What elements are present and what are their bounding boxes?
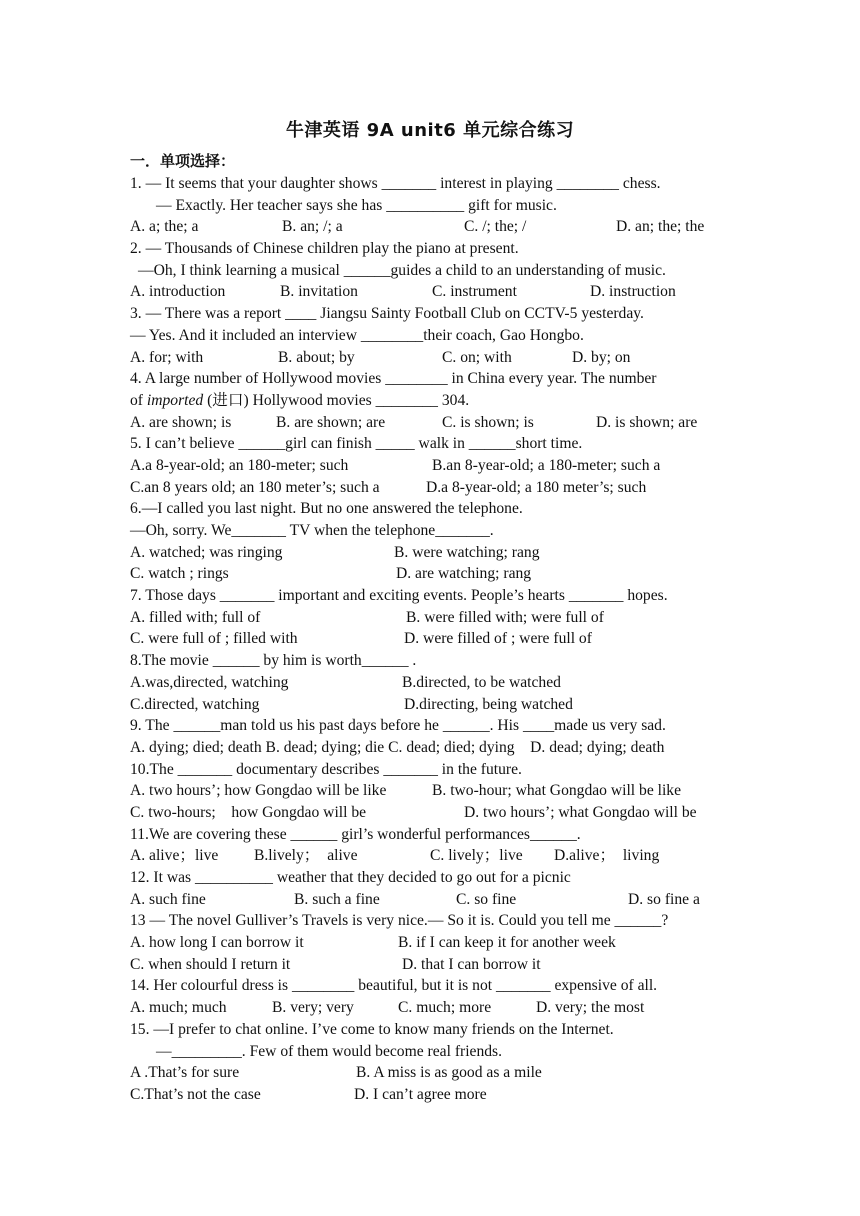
- question-7-line-1: 7. Those days _______ important and exciting events. People’s hearts _______ hopes.: [130, 587, 668, 605]
- question-13-options-row-1: [130, 932, 740, 954]
- option-b: B. invitation: [280, 283, 358, 301]
- question-3-options: [130, 347, 740, 369]
- option-a: A. filled with; full of: [130, 608, 261, 626]
- option-d: D. that I can borrow it: [402, 955, 541, 973]
- option-d: D. is shown; are: [596, 413, 698, 431]
- question-6-line-2: —Oh, sorry. We_______ TV when the telephone_______.: [130, 522, 494, 539]
- question-10-options-row-2: [130, 802, 740, 824]
- option-c: C.That’s not the case: [130, 1085, 261, 1103]
- question-11-line-1: 11.We are covering these ______ girl’s wonderful performances______.: [130, 825, 581, 843]
- option-c: C. much; more: [398, 999, 492, 1017]
- question-14-line-1: 14. Her colourful dress is ________ beautiful, but it is not _______ expensive of all.: [130, 977, 658, 995]
- section-heading: 一．单项选择：: [130, 152, 236, 170]
- question-9-options: A. dying; died; death B. dead; dying; die C. dead; died; dying D. dead; dying; death: [130, 738, 665, 756]
- option-a: A. such fine: [130, 890, 206, 908]
- option-c: C.an 8 years old; an 180 meter’s; such a: [130, 478, 380, 496]
- option-c: C. so fine: [456, 890, 517, 908]
- question-13-line-1: 13 — The novel Gulliver’s Travels is very nice.— So it is. Could you tell me ______?: [130, 912, 669, 930]
- option-d: D. instruction: [590, 283, 676, 301]
- option-c: C. instrument: [432, 283, 517, 301]
- question-10-line-1: 10.The _______ documentary describes _______ in the future.: [130, 760, 522, 778]
- question-1-line-2: — Exactly. Her teacher says she has __________ gift for music.: [156, 196, 557, 214]
- option-b: B. were watching; rang: [394, 543, 540, 561]
- option-b: B. about; by: [278, 348, 355, 366]
- option-d: D.a 8-year-old; a 180 meter’s; such: [426, 478, 647, 496]
- option-d: D. are watching; rang: [396, 565, 532, 583]
- option-d: D. an; the; the: [616, 218, 705, 236]
- question-7-options-row-2: [130, 628, 740, 650]
- question-15-options-row-2: [130, 1084, 740, 1106]
- option-c: C.directed, watching: [130, 695, 260, 713]
- question-5-options-row-1: [130, 455, 740, 477]
- option-b: B. very; very: [272, 999, 354, 1017]
- option-a: A.was,directed, watching: [130, 673, 289, 691]
- option-d: D.directing, being watched: [404, 695, 573, 713]
- option-c: C. when should I return it: [130, 955, 291, 973]
- option-a: A. two hours’; how Gongdao will be like: [130, 782, 387, 800]
- option-b: B.directed, to be watched: [402, 673, 561, 691]
- option-a: A. alive；live: [130, 847, 219, 865]
- option-c: C. watch ; rings: [130, 565, 229, 583]
- option-a: A.a 8-year-old; an 180-meter; such: [130, 456, 349, 474]
- question-4-line-2: of imported (进口) Hollywood movies ________ 304.: [130, 391, 470, 409]
- question-4-line-1: 4. A large number of Hollywood movies ________ in China every year. The number: [130, 370, 657, 388]
- option-c: C. /; the; /: [464, 218, 527, 236]
- question-9-line-1: 9. The ______man told us his past days before he ______. His ____made us very sad.: [130, 717, 666, 735]
- option-d: D. I can’t agree more: [354, 1085, 487, 1103]
- question-7-options-row-1: [130, 607, 740, 629]
- option-a: A. watched; was ringing: [130, 543, 283, 561]
- option-b: B. such a fine: [294, 890, 380, 908]
- question-3-line-2: — Yes. And it included an interview ________their coach, Gao Hongbo.: [130, 326, 584, 344]
- question-1-line-1: 1. — It seems that your daughter shows _______ interest in playing ________ chess.: [130, 175, 661, 192]
- option-a: A. a; the; a: [130, 218, 199, 236]
- question-10-options-row-1: [130, 780, 740, 802]
- question-11-options: [130, 845, 740, 867]
- option-a: A. much; much: [130, 999, 227, 1017]
- question-2-line-1: 2. — Thousands of Chinese children play the piano at present.: [130, 240, 519, 258]
- question-5-line-1: 5. I can’t believe ______girl can finish _____ walk in ______short time.: [130, 435, 583, 453]
- option-a: A. for; with: [130, 348, 204, 366]
- option-b: B.an 8-year-old; a 180-meter; such a: [432, 456, 661, 474]
- option-c: C. lively；live: [430, 847, 523, 865]
- question-6-options-row-1: [130, 542, 740, 564]
- option-a: A. are shown; is: [130, 413, 232, 431]
- question-6-line-1: 6.—I called you last night. But no one answered the telephone.: [130, 500, 523, 518]
- question-14-options: [130, 997, 740, 1019]
- option-a: A. introduction: [130, 283, 226, 301]
- option-c: C. is shown; is: [442, 413, 534, 431]
- page-title: 牛津英语 9A unit6 单元综合练习: [285, 120, 575, 141]
- question-8-options-row-1: [130, 672, 740, 694]
- option-a: A .That’s for sure: [130, 1064, 240, 1082]
- option-d: D. so fine a: [628, 890, 700, 908]
- option-b: B. if I can keep it for another week: [398, 934, 616, 952]
- option-b: B. an; /; a: [282, 218, 343, 236]
- question-list: [130, 173, 740, 1106]
- option-c: C. were full of ; filled with: [130, 630, 298, 648]
- question-15-line-1: 15. —I prefer to chat online. I’ve come to know many friends on the Internet.: [130, 1020, 614, 1038]
- option-d: D. by; on: [572, 348, 631, 366]
- option-b: B. are shown; are: [276, 413, 386, 431]
- question-1-options: [130, 216, 740, 238]
- question-15-line-2: —_________. Few of them would become real friends.: [156, 1042, 503, 1060]
- option-c: C. on; with: [442, 348, 512, 366]
- question-5-options-row-2: [130, 477, 740, 499]
- question-2-options: [130, 281, 740, 303]
- option-d: D. were filled of ; were full of: [404, 630, 592, 648]
- option-d: D. two hours’; what Gongdao will be: [464, 803, 697, 821]
- option-b: B. two-hour; what Gongdao will be like: [432, 782, 682, 800]
- question-4-options: [130, 412, 740, 434]
- option-a: A. how long I can borrow it: [130, 934, 304, 952]
- question-8-line-1: 8.The movie ______ by him is worth______ .: [130, 652, 417, 670]
- option-d: D. very; the most: [536, 999, 645, 1017]
- question-2-line-2: —Oh, I think learning a musical ______guides a child to an understanding of music.: [138, 261, 666, 279]
- question-3-line-1: 3. — There was a report ____ Jiangsu Sainty Football Club on CCTV-5 yesterday.: [130, 305, 644, 323]
- option-b: B. A miss is as good as a mile: [356, 1064, 542, 1082]
- option-b: B. were filled with; were full of: [406, 608, 604, 626]
- option-c: C. two-hours; how Gongdao will be: [130, 803, 367, 821]
- question-8-options-row-2: [130, 694, 740, 716]
- question-12-options: [130, 889, 740, 911]
- question-12-line-1: 12. It was __________ weather that they decided to go out for a picnic: [130, 869, 571, 886]
- question-6-options-row-2: [130, 563, 740, 585]
- option-d: D.alive； living: [554, 847, 660, 865]
- question-15-options-row-1: [130, 1062, 740, 1084]
- question-13-options-row-2: [130, 954, 740, 976]
- option-b: B.lively； alive: [254, 847, 358, 865]
